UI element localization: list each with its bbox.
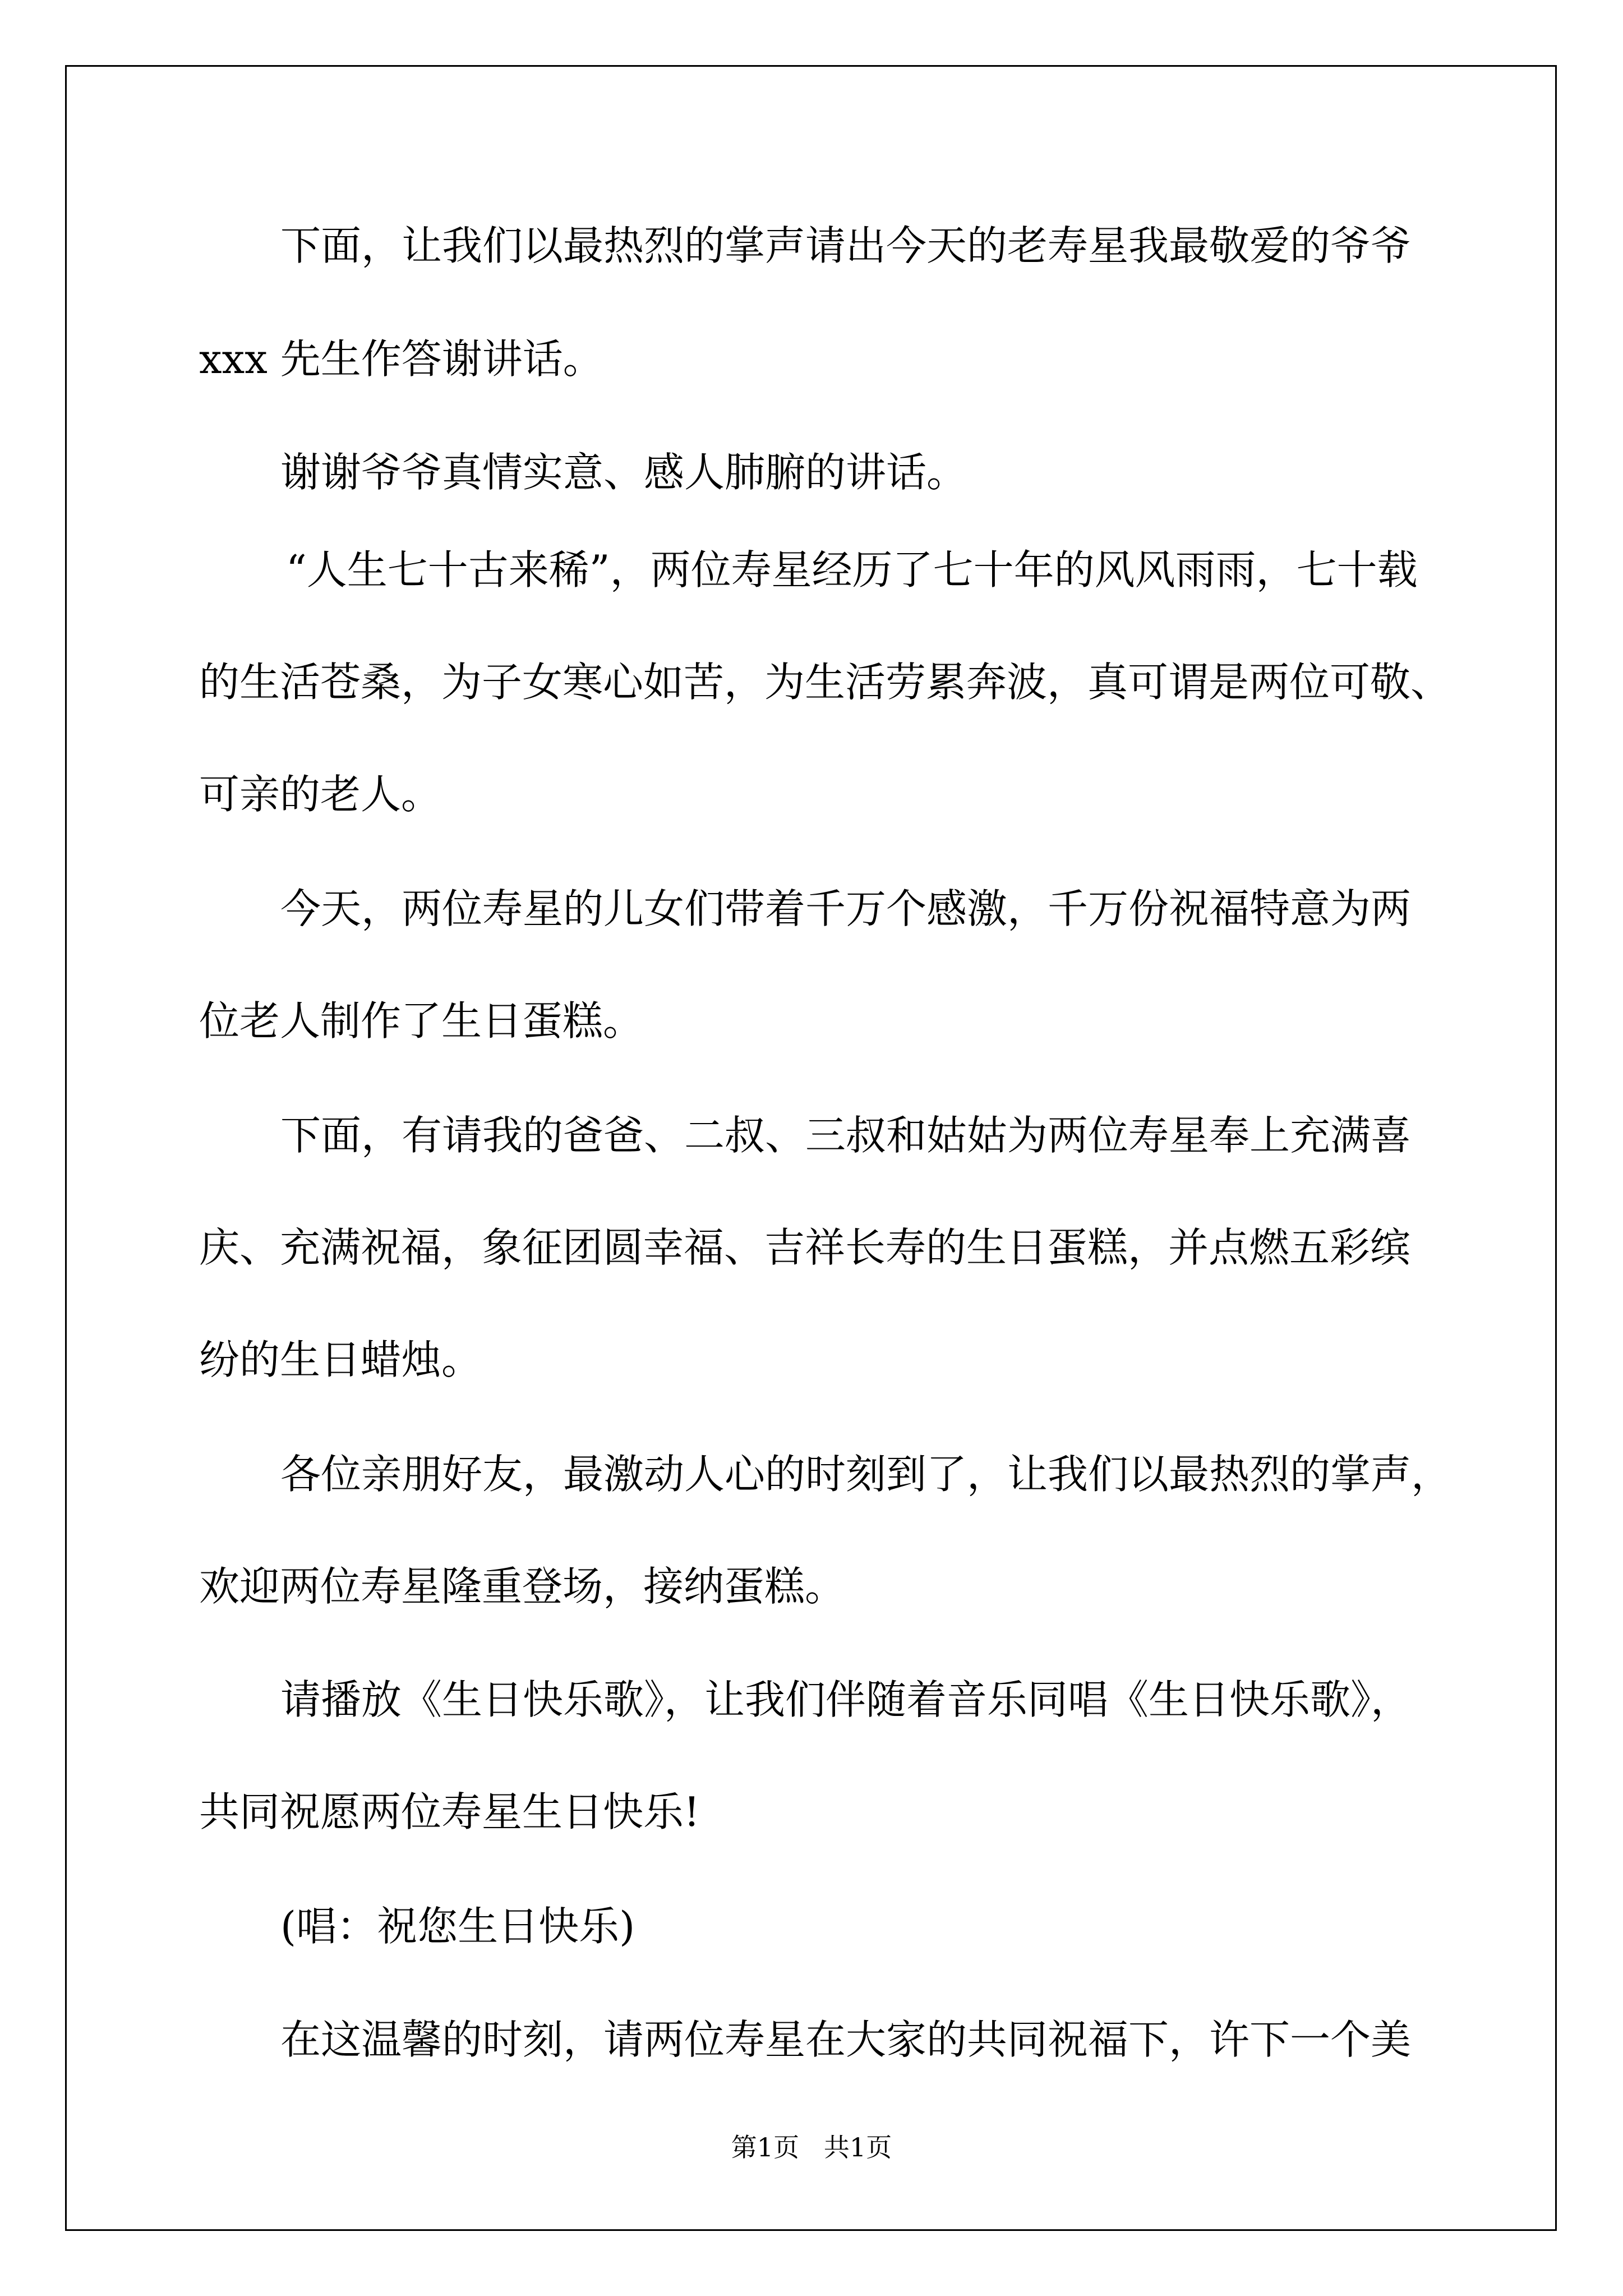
paragraph-7-line-2: 共同祝愿两位寿星生日快乐! (199, 1788, 700, 1835)
paragraph-3-line-1: “人生七十古来稀”，两位寿星经历了七十年的风风雨雨，七十载 (286, 546, 1418, 593)
paragraph-7-line-1: 请播放《生日快乐歌》，让我们伴随着音乐同唱《生日快乐歌》， (280, 1676, 1412, 1723)
paragraph-6-line-2: 欢迎两位寿星隆重登场，接纳蛋糕。 (199, 1563, 846, 1610)
paragraph-4-line-1: 今天，两位寿星的儿女们带着千万个感激，千万份祝福特意为两 (280, 885, 1412, 932)
paragraph-4-line-2: 位老人制作了生日蛋糕。 (199, 997, 644, 1045)
paragraph-1-line-2: xxx 先生作答谢讲话。 (199, 335, 603, 383)
paragraph-3-line-3: 可亲的老人。 (199, 771, 442, 818)
paragraph-9-line-1: 在这温馨的时刻，请两位寿星在大家的共同祝福下，许下一个美 (280, 2016, 1412, 2063)
paragraph-1-line-1: 下面，让我们以最热烈的掌声请出今天的老寿星我最敬爱的爷爷 (280, 222, 1412, 269)
page-footer: 第1页 共1页 (731, 2132, 892, 2162)
paragraph-6-line-1: 各位亲朋好友，最激动人心的时刻到了，让我们以最热烈的掌声， (280, 1451, 1452, 1498)
paragraph-2-line-1: 谢谢爷爷真情实意、感人肺腑的讲话。 (280, 449, 967, 496)
paragraph-5-line-3: 纷的生日蜡烛。 (199, 1336, 482, 1383)
paragraph-8-line-1: (唱：祝您生日快乐) (280, 1903, 635, 1950)
paragraph-3-line-2: 的生活苍桑，为子女寒心如苦，为生活劳累奔波，真可谓是两位可敬、 (199, 659, 1451, 706)
paragraph-5-line-2: 庆、充满祝福，象征团圆幸福、吉祥长寿的生日蛋糕，并点燃五彩缤 (199, 1224, 1411, 1271)
paragraph-5-line-1: 下面，有请我的爸爸、二叔、三叔和姑姑为两位寿星奉上充满喜 (280, 1112, 1412, 1159)
